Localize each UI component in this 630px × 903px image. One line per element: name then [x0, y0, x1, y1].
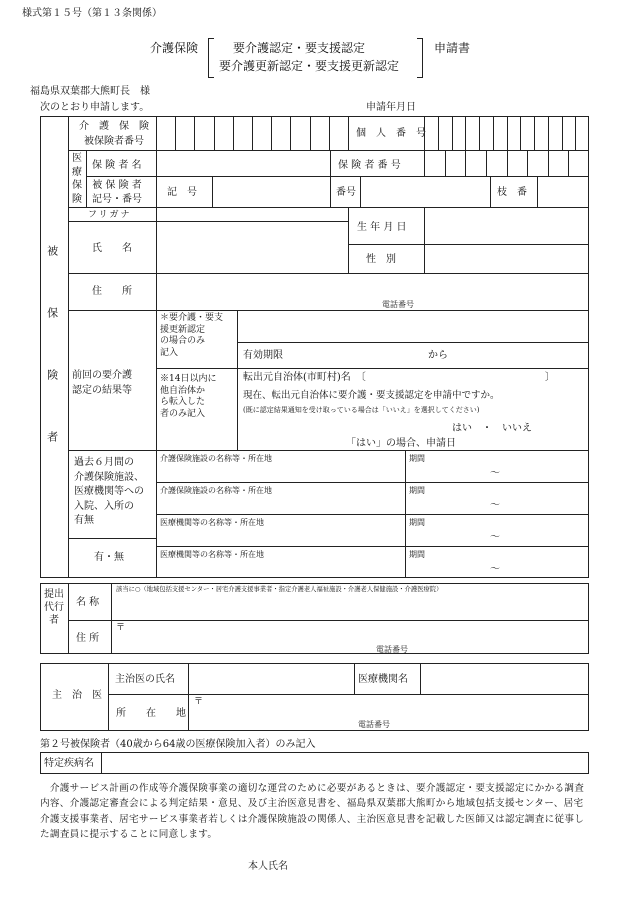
insurer-number-boxes[interactable] [424, 150, 589, 176]
past-facility-label: 過去６月間の 介護保険施設、 医療機関等への 入院、入所の 有無 [74, 457, 144, 526]
second-insured-note: 第２号被保険者（40歳から64歳の医療保険加入者）のみ記入 [40, 739, 316, 750]
digit-box-divider [479, 116, 480, 150]
doctor-location-label: 所 在 地 [116, 708, 186, 719]
insured-phone-label: 電話番号 [382, 300, 414, 309]
agent-postal-mark: 〒 [116, 623, 126, 633]
prev-result-label: 前回の要介護 認定の結果等 [72, 370, 132, 396]
facility-period-tilde: ～ [490, 468, 500, 479]
digit-box-divider [507, 150, 508, 176]
doctor-postal-mark: 〒 [194, 697, 204, 707]
agent-address-label: 住 所 [76, 633, 100, 644]
personal-number-boxes[interactable] [424, 116, 589, 150]
transfer-origin-label: 転出元自治体(市町村)名 〔 [243, 372, 366, 383]
digit-box-divider [534, 116, 535, 150]
sex-label: 性 別 [366, 254, 396, 265]
facility-name-label: 医療機関等の名称等・所在地 [160, 518, 264, 527]
digit-box-divider [575, 116, 576, 150]
renewal-note: ＊要介護・要支 援更新認定 の場合のみ 記入 [160, 313, 224, 359]
agent-side-label: 提出代行者 [44, 589, 64, 626]
digit-box-divider [527, 150, 528, 176]
has-or-not-choice[interactable]: 有・無 [94, 552, 124, 563]
yes-date-label: 「はい」の場合、申請日 [346, 438, 456, 449]
facility-period-tilde: ～ [490, 532, 500, 543]
digit-box-divider [486, 150, 487, 176]
digit-box-divider [271, 116, 272, 150]
doctor-side-label: 主 治 医 [52, 690, 102, 701]
address-label: 住 所 [92, 286, 132, 297]
digit-box-divider [568, 150, 569, 176]
title-line2: 要介護更新認定・要支援更新認定 [219, 59, 400, 73]
signature-label: 本人氏名 [248, 861, 288, 872]
facility-period-label: 期間 [409, 454, 425, 463]
title-suffix: 申請書 [434, 41, 471, 55]
name-label: 氏 名 [92, 243, 132, 254]
digit-box-divider [507, 116, 508, 150]
insurer-name-label: 保 険 者 名 [92, 160, 142, 171]
digit-box-divider [175, 116, 176, 150]
agent-name-label: 名 称 [76, 597, 100, 608]
title-bracket-left [208, 38, 214, 78]
facility-name-label: 介護保険施設の名称等・所在地 [160, 486, 272, 495]
insured-side-label: 被 保 険 者 [45, 245, 59, 462]
facility-period-tilde: ～ [490, 564, 500, 575]
valid-period-from: から [428, 350, 448, 361]
insured-number-label: 介 護 保 険 被保険者番号 [79, 121, 149, 147]
facility-name-label: 介護保険施設の名称等・所在地 [160, 454, 272, 463]
transfer-question: 現在、転出元自治体に要介護・要支援認定を申請中ですか。 [243, 390, 500, 401]
application-date-label: 申請年月日 [366, 102, 416, 113]
digit-box-divider [445, 150, 446, 176]
form-number: 様式第１５号（第１３条関係） [22, 8, 162, 19]
transfer-note: ※14日以内に 他自治体か ら転入した 者のみ記入 [160, 374, 217, 420]
facility-name-label: 医療機関等の名称等・所在地 [160, 550, 264, 559]
facility-period-label: 期間 [409, 550, 425, 559]
symbol-label: 記 号 [167, 187, 197, 198]
facility-period-label: 期間 [409, 486, 425, 495]
yes-no-choice[interactable]: はい ・ いいえ [452, 423, 532, 434]
insured-number-boxes[interactable] [156, 116, 348, 150]
facility-period-label: 期間 [409, 518, 425, 527]
digit-box-divider [493, 116, 494, 150]
digit-box-divider [194, 116, 195, 150]
doctor-phone-label: 電話番号 [358, 720, 390, 729]
insurer-number-label: 保 険 者 番 号 [338, 160, 401, 171]
digit-box-divider [310, 116, 311, 150]
digit-box-divider [252, 116, 253, 150]
digit-box-divider [214, 116, 215, 150]
digit-box-divider [520, 116, 521, 150]
digit-box-divider [329, 116, 330, 150]
digit-box-divider [465, 116, 466, 150]
medical-insurance-label: 医療保険 [72, 153, 82, 205]
furigana-label: フリガナ [88, 210, 132, 220]
transfer-question-note: (既に認定結果通知を受け取っている場合は「いいえ」を選択してください) [243, 406, 480, 414]
digit-box-divider [290, 116, 291, 150]
addressee: 福島県双葉郡大熊町長 様 [30, 86, 150, 97]
birth-date-label: 生 年 月 日 [357, 222, 407, 233]
digit-box-divider [465, 150, 466, 176]
title-prefix: 介護保険 [150, 41, 199, 55]
intro-text: 次のとおり申請します。 [40, 102, 150, 113]
doctor-name-label: 主治医の氏名 [115, 674, 175, 685]
facility-period-tilde: ～ [490, 500, 500, 511]
agent-name-note: 該当に○（地域包括支援センター・居宅介護支援事業者・指定介護老人福祉施設・介護老人保健施設・介護医療院） [116, 586, 443, 593]
digit-box-divider [452, 116, 453, 150]
title-bracket-right [417, 38, 423, 78]
number-label: 番号 [336, 187, 356, 198]
consent-text: 介護サービス計画の作成等介護保険事業の適切な運営のために必要があるときは、要介護認定・要支援認定にかかる調査内容、介護認定審査会による判定結果・意見、及び主治医意見書を、福島県双葉郡大熊町から地域包括支援センター、居宅介護支援事業者、居宅サービス事業者若しくは介護保険施設の関係人、主治医意見書を記載した医師又は認定調査に従事した調査員に提示することに同意します。 [40, 783, 585, 841]
transfer-origin-close: 〕 [545, 372, 555, 383]
disease-label: 特定疾病名 [44, 758, 94, 769]
digit-box-divider [438, 116, 439, 150]
institution-label: 医療機関名 [358, 674, 408, 685]
digit-box-divider [548, 150, 549, 176]
personal-number-label: 個 人 番 号 [356, 128, 426, 139]
digit-box-divider [562, 116, 563, 150]
disease-row [40, 752, 589, 774]
agent-section [40, 583, 589, 654]
digit-box-divider [233, 116, 234, 150]
insured-symbol-label: 被 保 険 者 記号・番号 [92, 180, 142, 205]
agent-phone-label: 電話番号 [376, 645, 408, 654]
branch-label: 枝 番 [497, 187, 527, 198]
digit-box-divider [548, 116, 549, 150]
valid-period-label: 有効期限 [243, 350, 283, 361]
title-line1: 要介護認定・要支援認定 [233, 41, 366, 55]
